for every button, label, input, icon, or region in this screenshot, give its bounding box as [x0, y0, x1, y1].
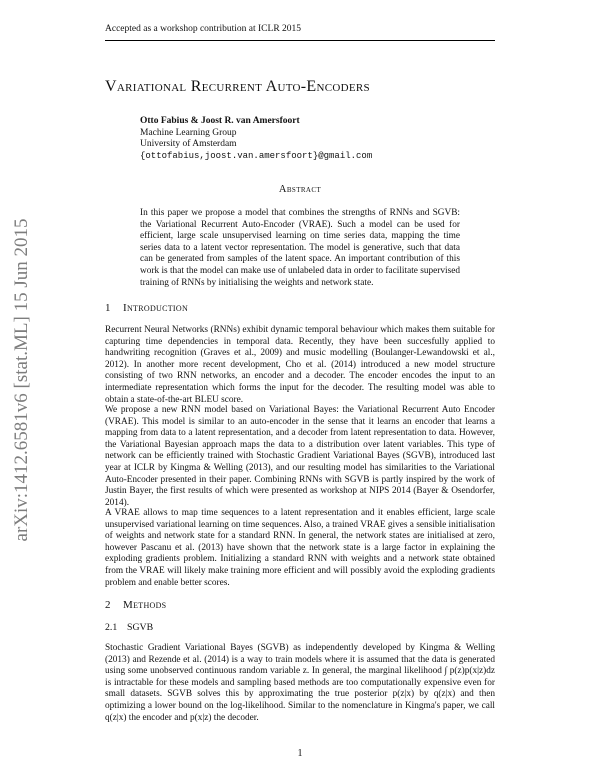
affiliation-university: University of Amsterdam: [140, 139, 237, 149]
author-email: {ottofabius,joost.van.amersfoort}@gmail.com: [140, 151, 373, 161]
section-title: Methods: [123, 599, 167, 611]
intro-paragraph-2: We propose a new RNN model based on Variational Bayes: the Variational Recurrent Auto Encoder (VRAE). This model is similar to an auto-encoder in the sense that it learns an encoder that learns a mapping from data to a latent representation, and a decoder from latent representation to data. However, the Variational Bayesian approach maps the data to a distribution over latent variables. This type of network can be efficiently trained with Stochastic Gradient Variational Bayes (SGVB), introduced last year at ICLR by Kingma & Welling (2013), and our resulting model has similarities to the Variational Auto-Encoder presented in their paper. Combining RNNs with SGVB is partly inspired by the work of Justin Bayer, the first results of which were presented as workshop at NIPS 2014 (Bayer & Osendorfer, 2014).: [105, 405, 495, 508]
page-number: 1: [297, 748, 303, 759]
section-title: Introduction: [123, 302, 189, 314]
abstract-text: In this paper we propose a model that combines the strengths of RNNs and SGVB: the Variational Recurrent Auto-Encoder (VRAE). Such a model can be used for efficient, large scale unsupervised learning on time series data, mapping the time series data to a latent vector representation. The model is generative, such that data can be generated from samples of the latent space. An important contribution of this work is that the model can make use of unlabeled data in order to facilitate supervised training of RNNs by initialising the weights and network state.: [140, 208, 460, 288]
intro-paragraph-3: A VRAE allows to map time sequences to a latent representation and it enables efficient, large scale unsupervised variational learning on time sequences. Also, a trained VRAE gives a sensible initialisation of weights and network state for a standard RNN. In general, the network states are initialised at zero, however Pascanu et al. (2013) have shown that the network state is a large factor in explaining the exploding gradients problem. Initializing a standard RNN with weights and a network state obtained from the VRAE will likely make training more efficient and will possibly avoid the exploding gradients problem and enable better scores.: [105, 508, 495, 588]
section-heading-methods: [105, 599, 166, 611]
paper-title: Variational Recurrent Auto-Encoders: [105, 78, 370, 95]
arxiv-identifier: arXiv:1412.6581v6 [stat.ML] 15 Jun 2015: [11, 218, 32, 542]
subsection-heading-sgvb: [105, 622, 153, 633]
section-number: 2: [105, 599, 111, 611]
section-number: 1: [105, 302, 111, 314]
subsection-title: SGVB: [127, 622, 154, 633]
affiliation-group: Machine Learning Group: [140, 128, 237, 138]
subsection-number: 2.1: [105, 622, 118, 633]
section-heading-introduction: [105, 302, 188, 314]
abstract-heading: Abstract: [278, 184, 322, 195]
intro-paragraph-1: Recurrent Neural Networks (RNNs) exhibit dynamic temporal behaviour which makes them suitable for capturing time dependencies in temporal data. Recently, they have been succesfully applied to handwriting recognition (Graves et al., 2009) and music modelling (Boulanger-Lewandowski et al., 2012). In another more recent development, Cho et al. (2014) introduced a new model structure consisting of two RNN networks, an encoder and a decoder. The encoder encodes the input to an intermediate representation which forms the input for the decoder. The resulting model was able to obtain a state-of-the-art BLEU score.: [105, 325, 495, 405]
authors: Otto Fabius & Joost R. van Amersfoort: [140, 116, 300, 126]
sgvb-paragraph: Stochastic Gradient Variational Bayes (SGVB) as independently developed by Kingma & Welling (2013) and Rezende et al. (2014) is a way to train models where it is assumed that the data is generated using some unobserved continuous random variable z. In general, the marginal likelihood ∫ p(z)p(x|z)dz is intractable for these models and sampling based methods are too computationally expensive even for small datasets. SGVB solves this by approximating the true posterior p(z|x) by q(z|x) and then optimizing a lower bound on the log-likelihood. Similar to the nomenclature in Kingma's paper, we call q(z|x) the encoder and p(x|z) the decoder.: [105, 643, 495, 723]
running-header: Accepted as a workshop contribution at ICLR 2015: [105, 24, 302, 34]
header-rule: [105, 40, 495, 41]
